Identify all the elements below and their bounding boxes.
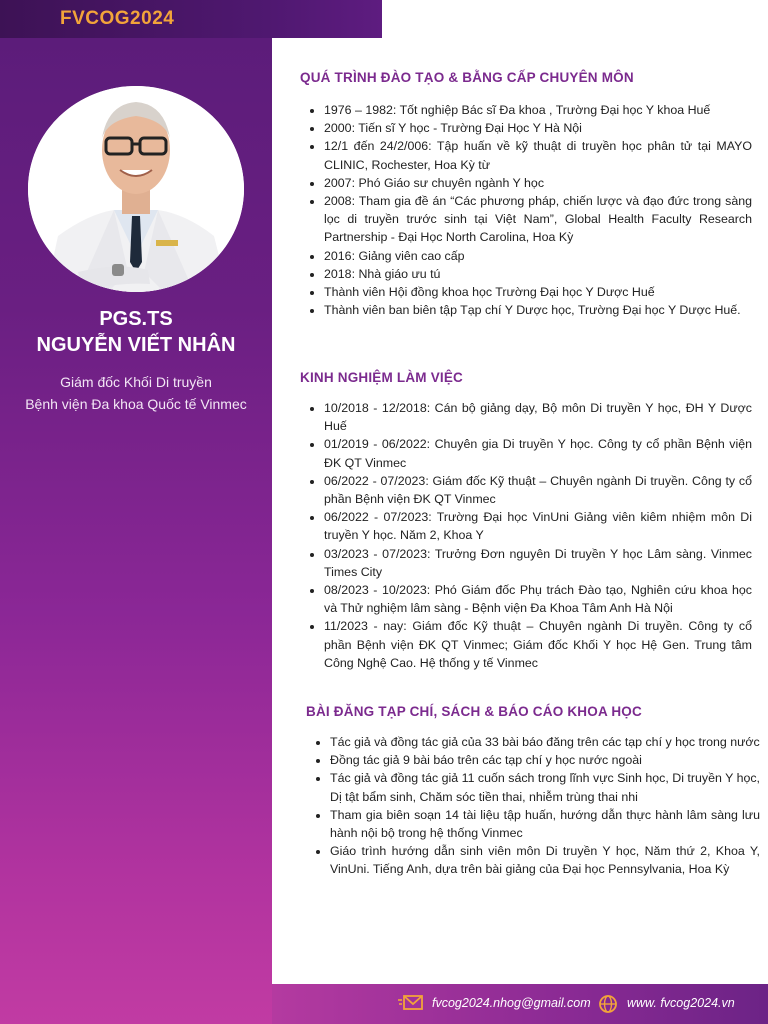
list-item: • 12/1 đến 24/2/006: Tập huấn về kỹ thuật di truyền học phân tử tại MAYO CLINIC, Rochester, Hoa Kỳ từ xyxy=(324,137,752,173)
list-item: • Thành viên Hội đồng khoa học Trường Đại học Y Dược Huế xyxy=(324,283,752,301)
list-item: • Tác giả và đồng tác giả của 33 bài báo đăng trên các tạp chí y học trong nước xyxy=(330,733,760,751)
profile-photo xyxy=(28,86,244,292)
list-item: • 2016: Giảng viên cao cấp xyxy=(324,247,752,265)
list-item: • 2007: Phó Giáo sư chuyên ngành Y học xyxy=(324,174,752,192)
publications-list xyxy=(308,733,760,879)
list-item: • 08/2023 - 10/2023: Phó Giám đốc Phụ trách Đào tạo, Nghiên cứu khoa học và Thử nghiệm lâm sàng - Bệnh viện Đa Khoa Tâm Anh Hà Nội xyxy=(324,581,752,617)
portrait-illustration xyxy=(28,86,244,292)
content-panel xyxy=(272,38,768,984)
list-item: • Đồng tác giả 9 bài báo trên các tạp chí y học nước ngoài xyxy=(330,751,760,769)
list-item: • 01/2019 - 06/2022: Chuyên gia Di truyền Y học. Công ty cổ phần Bệnh viện ĐK QT Vinmec xyxy=(324,435,752,471)
experience-list xyxy=(302,399,752,672)
list-item: • 2008: Tham gia đề án “Các phương pháp, chiến lược và đạo đức trong sàng lọc di truyền trước sinh tại Việt Nam”, Global Health Faculty Research Partnership - Đại Học North Carolina, Hoa Kỳ xyxy=(324,192,752,247)
list-item: • Giáo trình hướng dẫn sinh viên môn Di truyền Y học, Năm thứ 2, Khoa Y, VinUni. Tiếng Anh, dựa trên bài giảng của Đại học Pennsylvania, Hoa Kỳ xyxy=(330,842,760,878)
list-item: • 06/2022 - 07/2023: Trường Đại học VinUni Giảng viên kiêm nhiệm môn Di truyền Y học. Năm 2, Khoa Y xyxy=(324,508,752,544)
list-item: • Tham gia biên soạn 14 tài liệu tập huấn, hướng dẫn thực hành lâm sàng lưu hành nội bộ trong hệ thống Vinmec xyxy=(330,806,760,842)
list-item: • 1976 – 1982: Tốt nghiệp Bác sĩ Đa khoa , Trường Đại học Y khoa Huế xyxy=(324,101,752,119)
mail-icon xyxy=(398,994,424,1017)
email-link[interactable]: fvcog2024.nhog@gmail.com xyxy=(432,996,591,1010)
profile-title: PGS.TS xyxy=(99,308,173,330)
list-item: • Tác giả và đồng tác giả 11 cuốn sách trong lĩnh vực Sinh học, Di truyền Y học, Dị tật bẩm sinh, Chăm sóc tiền thai, nhiễm trùng thai nhi xyxy=(330,769,760,805)
profile-name: NGUYỄN VIẾT NHÂN xyxy=(36,334,236,356)
top-banner xyxy=(0,0,382,38)
list-item: • 2000: Tiến sĩ Y học - Trường Đại Học Y Hà Nội xyxy=(324,119,752,137)
list-item: • 2018: Nhà giáo ưu tú xyxy=(324,265,752,283)
publications-section-title: BÀI ĐĂNG TẠP CHÍ, SÁCH & BÁO CÁO KHOA HỌC xyxy=(306,704,642,719)
list-item: • 10/2018 - 12/2018: Cán bộ giảng dạy, Bộ môn Di truyền Y học, ĐH Y Dược Huế xyxy=(324,399,752,435)
list-item: • 11/2023 - nay: Giám đốc Kỹ thuật – Chuyên ngành Di truyền. Công ty cổ phần Bệnh viện ĐK QT Vinmec; Giám đốc Khối Y học Hệ Gen. Trung tâm Công Nghệ Cao. Hệ thống y tế Vinmec xyxy=(324,617,752,672)
globe-icon xyxy=(598,994,618,1019)
brand-logo-text: FVCOG2024 xyxy=(60,8,175,29)
list-item: • 03/2023 - 07/2023: Trưởng Đơn nguyên Di truyền Y học Lâm sàng. Vinmec Times City xyxy=(324,545,752,581)
experience-section-title: KINH NGHIỆM LÀM VIỆC xyxy=(300,370,464,385)
website-link[interactable]: www. fvcog2024.vn xyxy=(627,996,735,1010)
profile-role-line1: Giám đốc Khối Di truyền xyxy=(60,374,212,390)
education-section-title: QUÁ TRÌNH ĐÀO TẠO & BẰNG CẤP CHUYÊN MÔN xyxy=(300,70,634,85)
education-list xyxy=(302,101,752,319)
list-item: • 06/2022 - 07/2023: Giám đốc Kỹ thuật – Chuyên ngành Di truyền. Công ty cổ phần Bệnh viện ĐK QT Vinmec xyxy=(324,472,752,508)
list-item: • Thành viên ban biên tập Tạp chí Y Dược học, Trường Đại học Y Dược Huế. xyxy=(324,301,752,319)
profile-role-line2: Bệnh viện Đa khoa Quốc tế Vinmec xyxy=(25,396,247,412)
footer-bar xyxy=(272,984,768,1024)
